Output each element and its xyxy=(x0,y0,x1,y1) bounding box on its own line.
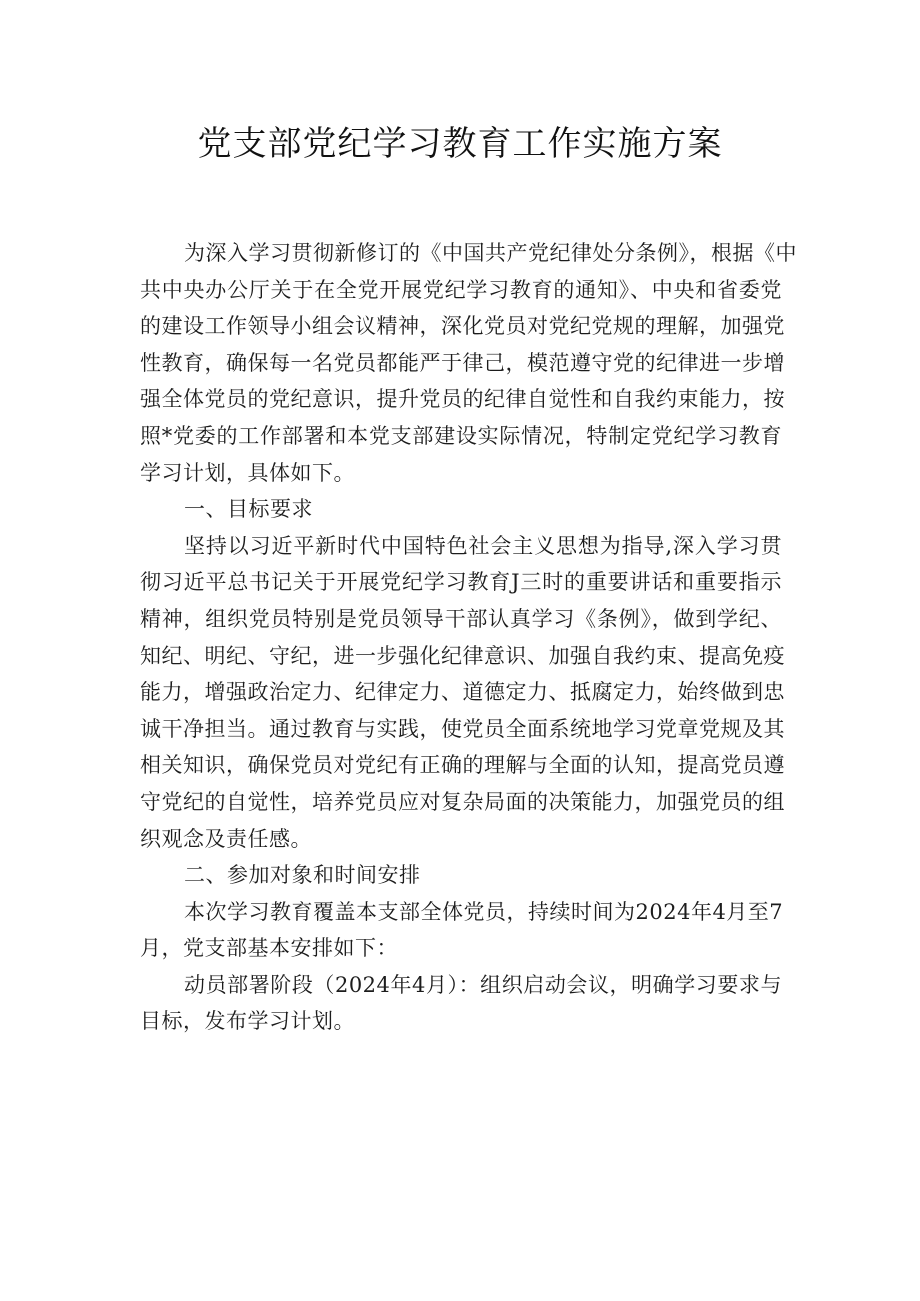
text-line: 的建设工作领导小组会议精神，深化党员对党纪党规的理解，加强党 xyxy=(140,314,785,339)
text-line: 本次学习教育覆盖本支部全体党员，持续时间为2024年4月至7 xyxy=(184,899,784,924)
text-line: 坚持以习近平新时代中国特色社会主义思想为指导,深入学习贯 xyxy=(184,533,782,558)
schedule-paragraph xyxy=(140,894,782,967)
text-line: 守党纪的自觉性，培养党员应对复杂局面的决策能力，加强党员的组 xyxy=(140,789,785,814)
text-line: 共中央办公厅关于在全党开展党纪学习教育的通知》、中央和省委党 xyxy=(140,277,782,302)
section-heading-schedule: 二、参加对象和时间安排 xyxy=(184,863,421,888)
text-line: 知纪、明纪、守纪，进一步强化纪律意识、加强自我约束、提高免疫 xyxy=(140,643,785,668)
document-body xyxy=(140,235,797,1040)
text-line: 彻习近平总书记关于开展党纪学习教育J三时的重要讲话和重要指示 xyxy=(140,570,782,595)
text-line: 动员部署阶段（2024年4月）：组织启动会议，明确学习要求与 xyxy=(184,972,782,997)
text-line: 月，党支部基本安排如下： xyxy=(140,936,398,961)
text-line: 精神，组织党员特别是党员领导干部认真学习《条例》，做到学纪、 xyxy=(140,606,782,631)
section-heading-goals: 一、目标要求 xyxy=(184,497,313,522)
text-line: 织观念及责任感。 xyxy=(140,826,312,851)
text-line: 能力，增强政治定力、纪律定力、道德定力、抵腐定力，始终做到忠 xyxy=(140,680,785,705)
phase-mobilization-paragraph xyxy=(140,967,782,1040)
intro-paragraph xyxy=(140,235,797,491)
text-line: 相关知识，确保党员对党纪有正确的理解与全面的认知，提高党员遵 xyxy=(140,753,785,778)
text-line: 诚干净担当。通过教育与实践，使党员全面系统地学习党章党规及其 xyxy=(140,716,785,741)
text-line: 为深入学习贯彻新修订的《中国共产党纪律处分条例》，根据《中 xyxy=(184,241,797,265)
text-line: 学习计划，具体如下。 xyxy=(140,460,355,485)
goals-paragraph xyxy=(140,528,785,857)
text-line: 目标，发布学习计划。 xyxy=(140,1009,355,1034)
document-title: 党支部党纪学习教育工作实施方案 xyxy=(197,124,723,164)
text-line: 性教育，确保每一名党员都能严于律己，模范遵守党的纪律进一步增 xyxy=(140,350,785,375)
text-line: 照*党委的工作部署和本党支部建设实际情况，特制定党纪学习教育 xyxy=(140,423,782,448)
text-line: 强全体党员的党纪意识，提升党员的纪律自觉性和自我约束能力，按 xyxy=(140,387,785,412)
